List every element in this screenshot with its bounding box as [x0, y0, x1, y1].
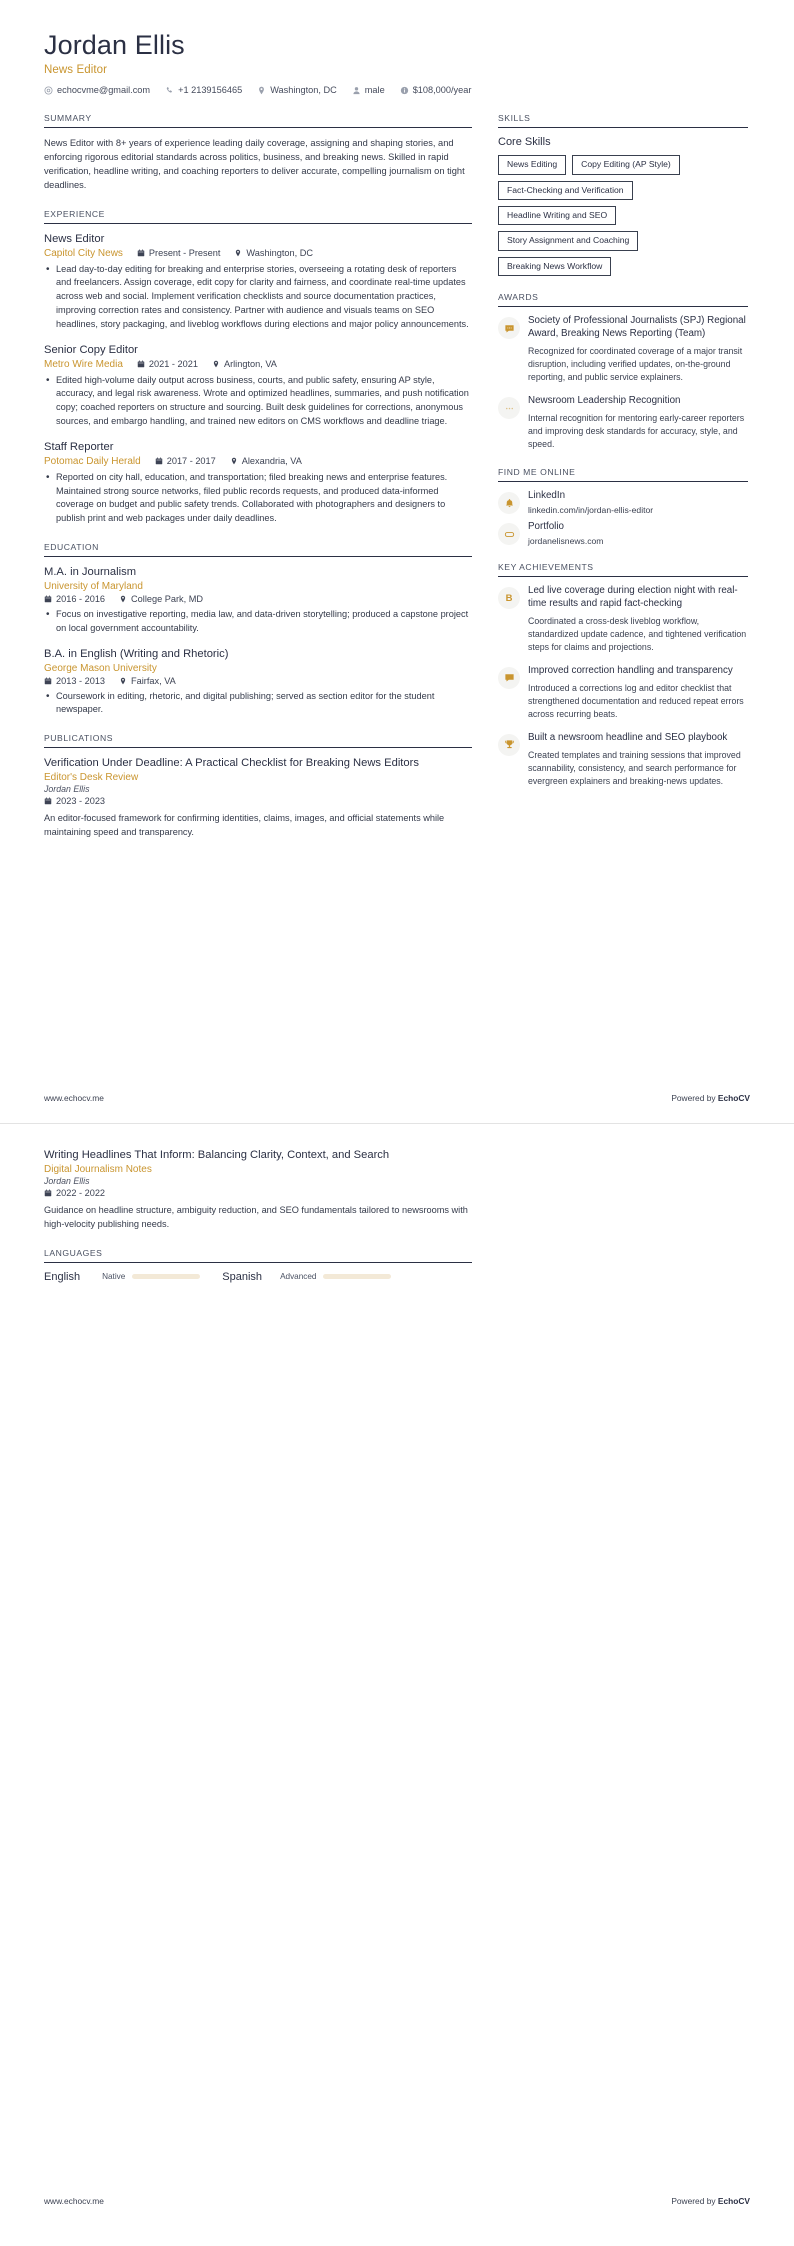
section-title-education: EDUCATION [44, 542, 472, 557]
achievement-item [498, 665, 748, 721]
experience-dates [137, 248, 221, 258]
publication-dates-text: 2023 - 2023 [56, 796, 106, 807]
section-title-awards: AWARDS [498, 292, 748, 307]
experience-dates-text: 2021 - 2021 [148, 359, 198, 370]
page-title: Jordan Ellis [44, 30, 185, 60]
footer-site[interactable]: www.echocv.me [44, 1093, 104, 1103]
location-icon [119, 677, 127, 685]
section-skills [498, 113, 748, 276]
online-profile-label: LinkedIn [528, 490, 566, 502]
skills-group-label: Core Skills [498, 136, 551, 149]
publication-author: Jordan Ellis [44, 1176, 90, 1186]
language-bar [323, 1274, 391, 1279]
experience-dates-text: 2017 - 2017 [166, 456, 216, 467]
contact-email[interactable] [44, 85, 150, 95]
experience-bullets [44, 471, 472, 526]
experience-bullets [44, 374, 472, 429]
language-name: Spanish [222, 1270, 263, 1283]
publication-meta [44, 1188, 472, 1198]
online-profile-item[interactable] [498, 490, 748, 515]
section-languages [44, 1248, 472, 1283]
publication-title: Writing Headlines That Inform: Balancing Clarity, Context, and Search [44, 1149, 390, 1161]
online-profile-label: Portfolio [528, 521, 564, 533]
experience-location-text: Washington, DC [246, 248, 313, 259]
online-profile-url[interactable]: linkedin.com/in/jordan-ellis-editor [528, 505, 654, 516]
contact-phone[interactable] [165, 85, 242, 95]
publication-author: Jordan Ellis [44, 784, 90, 795]
achievement-description: Introduced a corrections log and editor checklist that strengthened documentation and reduced repeat errors across recurring beats. [528, 682, 744, 719]
experience-dates-text: Present - Present [148, 248, 221, 259]
education-entry [44, 565, 472, 636]
award-body [528, 315, 748, 384]
experience-location-text: Arlington, VA [223, 359, 277, 370]
experience-company: Potomac Daily Herald [44, 455, 141, 467]
person-icon [352, 86, 361, 95]
list-item: • Edited high-volume daily output across business, courts, and public safety, ensuring AP style, accuracy, and legal risk awareness. Wrote and optimized headlines, summaries, and push notification copy; coached reporters on structure and sourcing. Built desk guidelines for corrections, anonymous sources, and embargo handling, and trained new editors on CMS workflows and deadline triage. [55, 374, 472, 429]
left-column [44, 113, 472, 856]
education-location-text: College Park, MD [131, 593, 204, 604]
resume-header [0, 0, 794, 95]
list-item: • Lead day-to-day editing for breaking and enterprise stories, overseeing a rotating desk of reporters and freelancers. Assign coverage, edit copy for clarity and fairness, and coordinate real-time updates across web and social. Implement verification checklists and source documentation practices, improving correction rates and consistency. Partner with audience and visuals teams on SEO headlines, story packaging, and liveblog workflows during elections and major policy announcements. [55, 263, 472, 332]
section-title-languages: LANGUAGES [44, 1248, 472, 1263]
experience-location [234, 248, 313, 258]
trophy-icon [498, 734, 520, 756]
publication-entry [44, 1148, 472, 1232]
skill-chip: Fact-Checking and Verification [498, 181, 633, 200]
skill-chip: Story Assignment and Coaching [498, 231, 638, 250]
page-two-content [44, 1148, 472, 1299]
footer-brand [671, 1093, 750, 1103]
education-bullets [44, 690, 472, 718]
section-awards [498, 292, 748, 451]
contact-gender-text: male [364, 85, 385, 96]
education-dates [44, 676, 105, 686]
contact-location-text: Washington, DC [270, 85, 337, 96]
section-experience [44, 209, 472, 526]
contact-salary-text: $108,000/year [412, 85, 472, 96]
experience-job-title: News Editor [44, 232, 105, 245]
skills-chip-list [498, 155, 748, 276]
publication-meta [44, 796, 472, 806]
award-item [498, 395, 748, 451]
education-bullets [44, 608, 472, 636]
contact-row [44, 85, 750, 95]
education-entry [44, 647, 472, 718]
resume-body [0, 95, 794, 856]
experience-location [230, 456, 302, 466]
education-degree: B.A. in English (Writing and Rhetoric) [44, 647, 229, 660]
footer-powered-prefix: Powered by [671, 1093, 718, 1103]
speech-bubble-icon [498, 317, 520, 339]
section-key-achievements [498, 562, 748, 788]
calendar-icon [44, 677, 52, 685]
language-level: Native [102, 1272, 126, 1282]
achievement-body [528, 665, 748, 721]
online-profile-url[interactable]: jordanelisnews.com [528, 536, 604, 547]
award-item [498, 315, 748, 384]
contact-gender [352, 85, 385, 95]
education-dates-text: 2013 - 2013 [56, 675, 106, 686]
page-footer [44, 1093, 750, 1103]
experience-meta [44, 359, 472, 370]
list-item: • Reported on city hall, education, and transportation; filed breaking news and enterprise features. Maintained strong source networks, filed public records requests, and produced data-informed coverage on budget and public safety trends. Collaborated with photographers and designers to publish print and web packages under daily deadlines. [55, 471, 472, 526]
phone-icon [165, 86, 174, 95]
award-body [528, 395, 748, 451]
speech-bubble-icon [498, 667, 520, 689]
achievement-body [528, 732, 748, 788]
letter-b-glyph: B [505, 592, 513, 604]
location-icon [257, 86, 266, 95]
education-school: George Mason University [44, 662, 157, 674]
experience-company: Capitol City News [44, 247, 123, 259]
location-icon [212, 360, 220, 368]
education-dates [44, 594, 105, 604]
calendar-icon [44, 595, 52, 603]
section-title-skills: SKILLS [498, 113, 748, 128]
section-title-experience: EXPERIENCE [44, 209, 472, 224]
online-profile-item[interactable] [498, 521, 748, 546]
footer-brand-name: EchoCV [717, 1093, 750, 1103]
award-title: Society of Professional Journalists (SPJ) Regional Award, Breaking News Reporting (Team) [528, 315, 746, 340]
letter-b-icon [498, 587, 520, 609]
experience-location [212, 359, 277, 369]
experience-job-title: Staff Reporter [44, 440, 114, 453]
contact-phone-text: +1 2139156465 [178, 85, 243, 96]
achievement-title: Led live coverage during election night with real-time results and rapid fact-checking [528, 585, 738, 609]
achievement-item [498, 732, 748, 788]
experience-entry [44, 343, 472, 429]
language-bar [132, 1274, 200, 1279]
publication-dates-text: 2022 - 2022 [56, 1188, 106, 1198]
experience-entry [44, 440, 472, 526]
calendar-icon [155, 457, 163, 465]
section-title-key-achievements: KEY ACHIEVEMENTS [498, 562, 748, 577]
publication-source: Editor's Desk Review [44, 772, 139, 784]
bell-icon [498, 492, 520, 514]
publication-title: Verification Under Deadline: A Practical Checklist for Breaking News Editors [44, 757, 419, 770]
page-footer [44, 2196, 750, 2206]
section-publications [44, 733, 472, 840]
publication-dates [44, 796, 105, 806]
section-title-publications: PUBLICATIONS [44, 733, 472, 748]
education-location-text: Fairfax, VA [131, 675, 176, 686]
education-school: University of Maryland [44, 580, 143, 592]
skill-chip: News Editing [498, 155, 566, 174]
publication-source: Digital Journalism Notes [44, 1164, 152, 1175]
footer-site[interactable]: www.echocv.me [44, 2196, 104, 2206]
language-name: English [44, 1270, 81, 1283]
achievement-title: Improved correction handling and transparency [528, 664, 733, 676]
location-icon [230, 457, 238, 465]
section-find-me-online [498, 467, 748, 546]
footer-powered-prefix: Powered by [671, 2196, 718, 2206]
page-divider [0, 1123, 794, 1124]
publication-dates [44, 1188, 105, 1198]
publication-entry [44, 756, 472, 840]
ellipsis-icon [498, 397, 520, 419]
footer-brand-name: EchoCV [717, 2196, 750, 2206]
experience-entry [44, 232, 472, 332]
education-dates-text: 2016 - 2016 [56, 593, 106, 604]
education-meta [44, 594, 472, 604]
skill-chip: Copy Editing (AP Style) [572, 155, 680, 174]
badge-icon [498, 523, 520, 545]
section-title-find-me-online: FIND ME ONLINE [498, 467, 748, 482]
skill-chip: Headline Writing and SEO [498, 206, 616, 225]
experience-bullets [44, 263, 472, 332]
location-icon [119, 595, 127, 603]
online-profile-body [528, 490, 748, 515]
contact-email-text: echocvme@gmail.com [57, 85, 151, 96]
calendar-icon [44, 1189, 52, 1197]
award-description: Internal recognition for mentoring early-career reporters and improving desk standards for accuracy, style, and speed. [528, 413, 745, 450]
achievement-item [498, 585, 748, 654]
summary-text: News Editor with 8+ years of experience leading daily coverage, assigning and shaping stories, and enforcing rigorous editorial standards across politics, business, and breaking news. Skilled in rapid verification, headline writing, and coaching reporters to deliver accurate, compelling journalism on tight deadlines. [44, 138, 465, 191]
contact-location [257, 85, 337, 95]
section-education [44, 542, 472, 717]
list-item: • Coursework in editing, rhetoric, and digital publishing; served as section editor for the student newspaper. [55, 690, 472, 718]
section-summary [44, 113, 472, 193]
skill-chip: Breaking News Workflow [498, 257, 611, 276]
experience-location-text: Alexandria, VA [241, 456, 302, 467]
location-icon [234, 249, 242, 257]
section-title-summary: SUMMARY [44, 113, 472, 128]
language-level: Advanced [280, 1272, 317, 1282]
publication-description: An editor-focused framework for confirming identities, claims, images, and official statements while maintaining speed and transparency. [44, 813, 445, 837]
achievement-description: Coordinated a cross-desk liveblog workflow, standardized update cadence, and tightened verification steps for claims and projections. [528, 615, 747, 652]
education-meta [44, 676, 472, 686]
achievement-body [528, 585, 748, 654]
online-profile-body [528, 521, 748, 546]
education-location [119, 676, 176, 686]
contact-salary [400, 85, 472, 95]
calendar-icon [137, 360, 145, 368]
experience-job-title: Senior Copy Editor [44, 343, 138, 356]
info-icon [400, 86, 409, 95]
experience-meta [44, 456, 472, 467]
award-title: Newsroom Leadership Recognition [528, 395, 681, 407]
calendar-icon [137, 249, 145, 257]
experience-meta [44, 248, 472, 259]
education-location [119, 594, 203, 604]
achievement-title: Built a newsroom headline and SEO playbook [528, 731, 728, 743]
calendar-icon [44, 797, 52, 805]
education-degree: M.A. in Journalism [44, 565, 137, 578]
experience-dates [137, 359, 198, 369]
right-column [498, 113, 748, 804]
languages-row [44, 1271, 472, 1283]
header-role: News Editor [44, 64, 108, 77]
email-icon [44, 86, 53, 95]
publication-description: Guidance on headline structure, ambiguity reduction, and SEO fundamentals tailored to newsrooms with high-velocity publishing needs. [44, 1205, 468, 1229]
language-item [44, 1271, 200, 1283]
list-item: • Focus on investigative reporting, media law, and data-driven storytelling; produced a capstone project on local government accountability. [55, 608, 472, 636]
achievement-description: Created templates and training sessions that improved scannability, consistency, and search performance for evergreen explainers and breaking-news updates. [528, 749, 741, 786]
language-item [222, 1271, 391, 1283]
footer-brand [671, 2196, 750, 2206]
experience-company: Metro Wire Media [44, 358, 123, 370]
award-description: Recognized for coordinated coverage of a major transit disruption, including verified updates, on-the-ground reporting, and public service explainers. [528, 346, 743, 383]
experience-dates [155, 456, 216, 466]
